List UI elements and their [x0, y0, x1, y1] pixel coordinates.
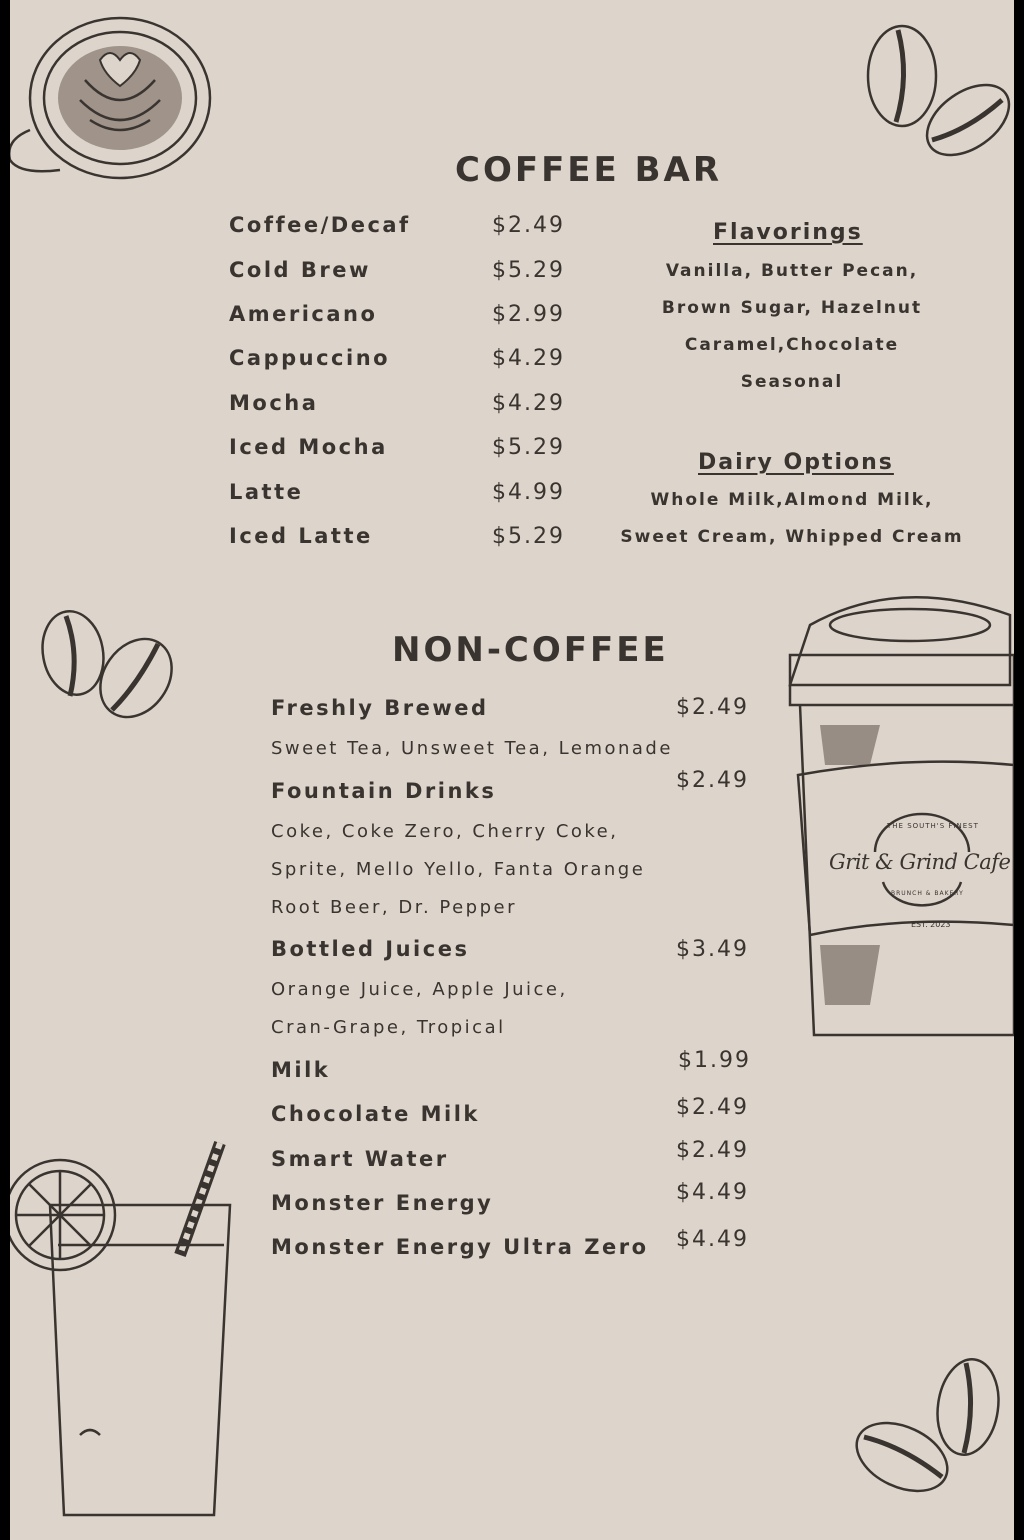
logo-name: Grit & Grind Cafe [829, 850, 1011, 874]
coffee-item-price: $2.49 [492, 213, 565, 238]
dairy-options-line: Sweet Cream, Whipped Cream [620, 527, 964, 547]
flavorings-line: Vanilla, Butter Pecan, [665, 261, 919, 281]
logo-est: EST. 2023 [911, 920, 951, 929]
non-coffee-item-desc: Root Beer, Dr. Pepper [271, 897, 518, 918]
non-coffee-item-desc: Coke, Coke Zero, Cherry Coke, [271, 821, 619, 842]
non-coffee-item-desc: Orange Juice, Apple Juice, [271, 979, 568, 1000]
coffee-bean-icon [38, 608, 188, 728]
coffee-item-name: Americano [229, 302, 378, 326]
non-coffee-title: NON-COFFEE [392, 630, 669, 670]
logo-subtitle: BRUNCH & BAKERY [891, 890, 964, 897]
coffee-item-name: Iced Latte [229, 524, 373, 548]
non-coffee-item-name: Milk [271, 1058, 331, 1082]
flavorings-line: Seasonal [740, 372, 844, 392]
non-coffee-item-name: Fountain Drinks [271, 779, 497, 803]
non-coffee-item-price: $2.49 [676, 695, 749, 720]
non-coffee-item-name: Smart Water [271, 1147, 449, 1171]
iced-drink-glass-icon [10, 1135, 240, 1535]
coffee-bean-icon [850, 1355, 1010, 1505]
logo [825, 812, 1014, 942]
coffee-item-price: $2.99 [492, 302, 565, 327]
non-coffee-item-price: $2.49 [676, 768, 749, 793]
coffee-item-name: Cappuccino [229, 346, 391, 370]
non-coffee-item-price: $2.49 [676, 1095, 749, 1120]
coffee-item-price: $5.29 [492, 435, 565, 460]
coffee-item-price: $4.29 [492, 391, 565, 416]
flavorings-line: Brown Sugar, Hazelnut [661, 298, 923, 318]
dairy-options-line: Whole Milk,Almond Milk, [650, 490, 934, 510]
coffee-item-price: $4.29 [492, 346, 565, 371]
coffee-item-name: Iced Mocha [229, 435, 388, 459]
coffee-item-name: Coffee/Decaf [229, 213, 411, 237]
coffee-item-price: $5.29 [492, 524, 565, 549]
dairy-options-heading: Dairy Options [698, 450, 894, 475]
menu-page [10, 0, 1014, 1540]
coffee-item-name: Mocha [229, 391, 319, 415]
non-coffee-item-price: $4.49 [676, 1180, 749, 1205]
logo-tagline: THE SOUTH'S FINEST [887, 822, 979, 830]
coffee-item-name: Cold Brew [229, 258, 371, 282]
non-coffee-item-name: Chocolate Milk [271, 1102, 480, 1126]
non-coffee-item-price: $3.49 [676, 937, 749, 962]
flavorings-heading: Flavorings [713, 220, 863, 245]
non-coffee-item-desc: Sweet Tea, Unsweet Tea, Lemonade [271, 738, 673, 759]
non-coffee-item-price: $4.49 [676, 1227, 749, 1252]
coffee-item-name: Latte [229, 480, 304, 504]
coffee-item-price: $4.99 [492, 480, 565, 505]
flavorings-line: Caramel,Chocolate [684, 335, 900, 355]
coffee-item-price: $5.29 [492, 258, 565, 283]
latte-art-cup-icon [10, 10, 220, 200]
non-coffee-item-name: Monster Energy [271, 1191, 494, 1215]
non-coffee-item-price: $1.99 [678, 1048, 751, 1073]
non-coffee-item-name: Freshly Brewed [271, 696, 489, 720]
non-coffee-item-name: Monster Energy Ultra Zero [271, 1235, 649, 1259]
non-coffee-item-desc: Sprite, Mello Yello, Fanta Orange [271, 859, 646, 880]
non-coffee-item-price: $2.49 [676, 1138, 749, 1163]
coffee-bar-title: COFFEE BAR [455, 150, 723, 190]
coffee-bean-icon [860, 18, 1010, 168]
non-coffee-item-desc: Cran-Grape, Tropical [271, 1017, 506, 1038]
non-coffee-item-name: Bottled Juices [271, 937, 470, 961]
